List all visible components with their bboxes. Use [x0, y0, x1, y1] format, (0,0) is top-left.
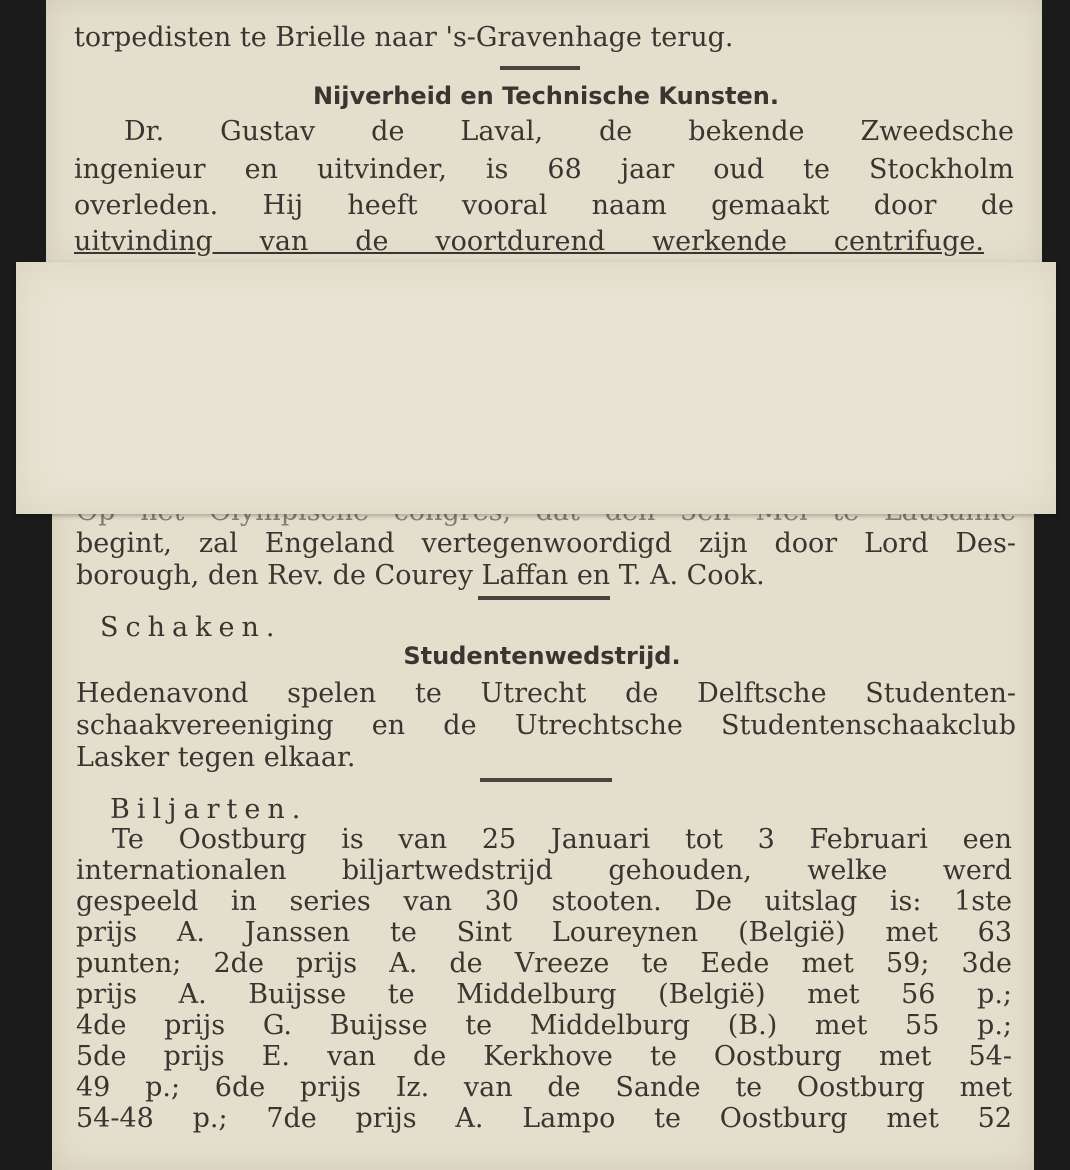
billiards-line: 54-48 p.; 7de prijs A. Lampo te Oostburg met 52	[76, 1103, 1012, 1134]
chess-line: schaakvereeniging en de Utrechtsche Studentenschaakclub	[76, 710, 1016, 741]
chess-line: Lasker tegen elkaar.	[76, 742, 356, 773]
billiards-line: internationalen biljartwedstrijd gehouden, welke werd	[76, 855, 1012, 886]
chess-line: Hedenavond spelen te Utrecht de Delftsche Studenten-	[76, 678, 1016, 709]
section-heading: Nijverheid en Technische Kunsten.	[312, 82, 780, 110]
olympic-line: begint, zal Engeland vertegenwoordigd zijn door Lord Des-	[76, 528, 1016, 559]
separator-rule	[478, 596, 610, 600]
section-label-chess: Schaken.	[100, 612, 282, 643]
billiards-line: 4de prijs G. Buijsse te Middelburg (B.) met 55 p.;	[76, 1010, 1012, 1041]
billiards-line: prijs A. Buijsse te Middelburg (België) met 56 p.;	[76, 979, 1012, 1010]
separator-rule	[500, 66, 580, 70]
billiards-line: prijs A. Janssen te Sint Loureynen (België) met 63	[76, 917, 1012, 948]
article-line: overleden. Hij heeft vooral naam gemaakt door de	[74, 190, 1014, 221]
billiards-line: Te Oostburg is van 25 Januari tot 3 Februari een	[112, 824, 1012, 855]
section-heading-chess: Studentenwedstrijd.	[403, 642, 681, 670]
blank-paper-strip	[16, 262, 1056, 514]
billiards-line: gespeeld in series van 30 stooten. De uitslag is: 1ste	[76, 886, 1012, 917]
section-label-billiards: Biljarten.	[110, 794, 308, 825]
article-line: uitvinding van de voortdurend werkende centrifuge.	[74, 226, 984, 257]
clipping-bottom	[52, 490, 1034, 1170]
billiards-line: 49 p.; 6de prijs Iz. van de Sande te Oostburg met	[76, 1072, 1012, 1103]
article-line: Dr. Gustav de Laval, de bekende Zweedsche	[124, 116, 1014, 147]
partial-line: torpedisten te Brielle naar 's-Gravenhage terug.	[74, 22, 734, 53]
clipping-top	[46, 0, 1042, 270]
billiards-line: 5de prijs E. van de Kerkhove te Oostburg met 54-	[76, 1041, 1012, 1072]
separator-rule	[480, 778, 612, 782]
billiards-line: punten; 2de prijs A. de Vreeze te Eede met 59; 3de	[76, 948, 1012, 979]
olympic-line: borough, den Rev. de Courey Laffan en T. A. Cook.	[76, 560, 765, 591]
article-line: ingenieur en uitvinder, is 68 jaar oud te Stockholm	[74, 154, 1014, 185]
